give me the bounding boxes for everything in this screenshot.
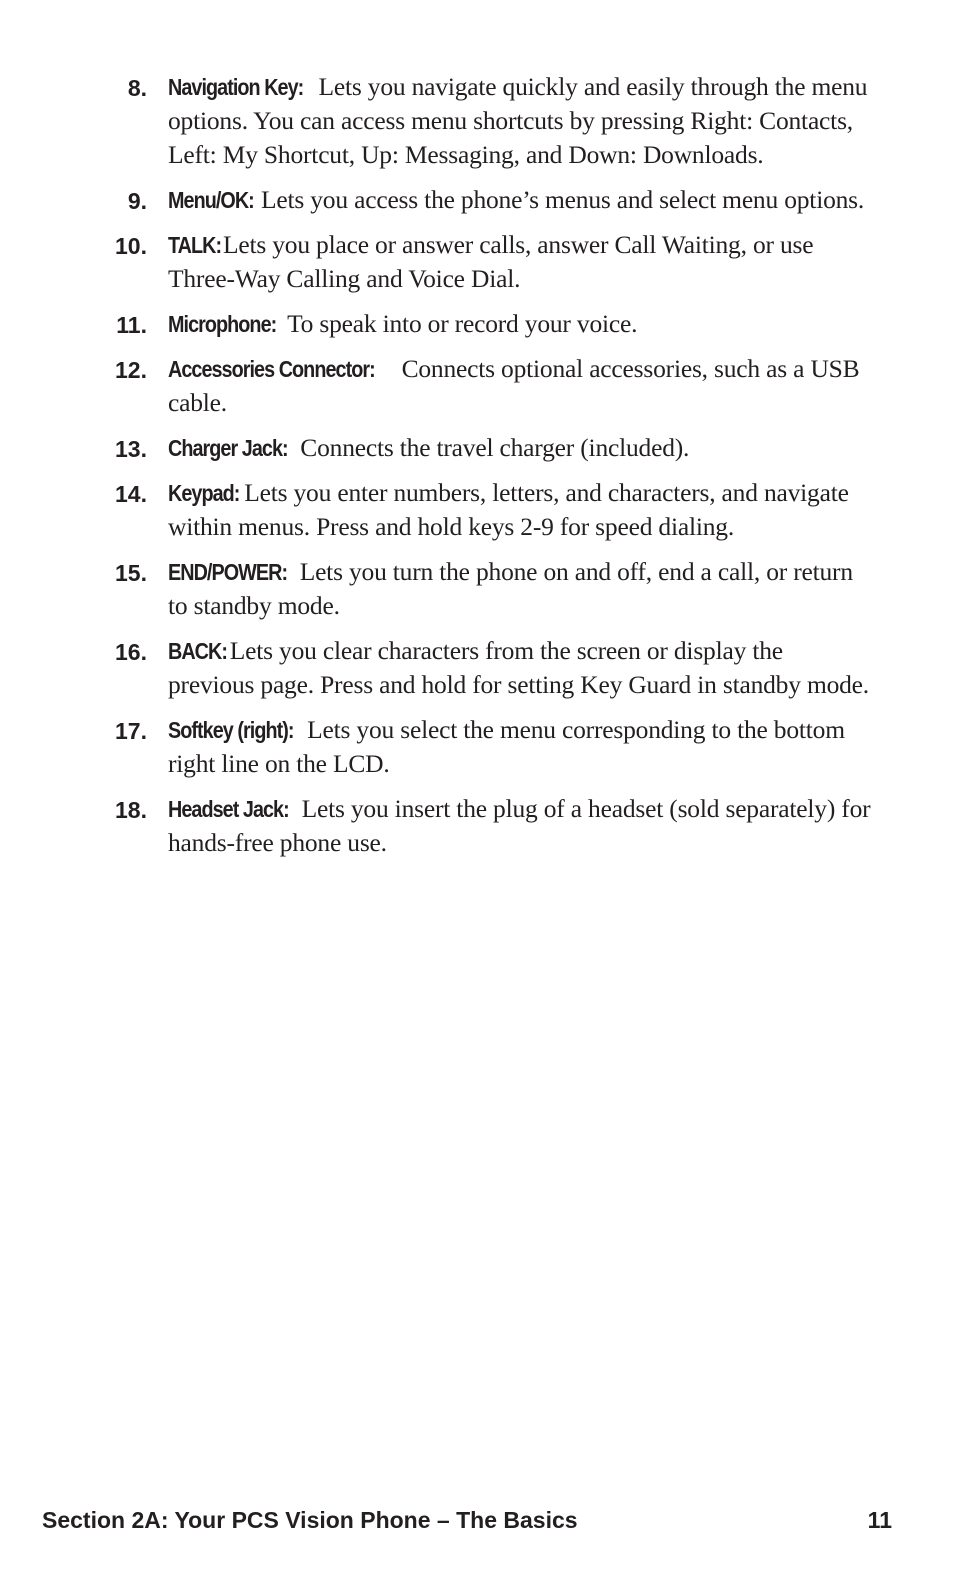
item-term: Keypad: (168, 480, 240, 506)
item-number: 15. (115, 560, 147, 586)
item-term: Navigation Key: (168, 74, 304, 100)
item-number: 13. (115, 436, 147, 462)
footer-section-title: Section 2A: Your PCS Vision Phone – The Basics (42, 1507, 578, 1533)
list-item (0, 634, 954, 702)
page-footer (42, 1500, 892, 1540)
item-number: 17. (115, 718, 147, 744)
list-item (0, 431, 954, 465)
item-term: Accessories Connector: (168, 356, 375, 382)
item-description: Lets you select the menu corresponding to the bottom right line on the LCD. (168, 715, 845, 778)
item-description: Lets you insert the plug of a headset (sold separately) for hands-free phone use. (168, 794, 871, 857)
item-term: END/POWER: (168, 559, 288, 585)
item-term: Menu/OK: (168, 187, 254, 213)
item-number: 10. (115, 233, 147, 259)
key-description-list (0, 70, 954, 871)
item-term: Softkey (right): (168, 717, 294, 743)
item-description: Lets you navigate quickly and easily through the menu options. You can access menu shortcuts by pressing Right: Contacts, Left: My Shortcut, Up: Messaging, and Down: Downloads. (168, 72, 868, 169)
item-number: 9. (127, 188, 147, 214)
item-description: Lets you turn the phone on and off, end a call, or return to standby mode. (168, 557, 853, 620)
item-description: Lets you clear characters from the screen or display the previous page. Press and hold for setting Key Guard in standby mode. (168, 636, 869, 699)
page-number: 11 (867, 1507, 892, 1533)
item-term: Microphone: (168, 311, 277, 337)
item-term: Charger Jack: (168, 435, 288, 461)
item-number: 11. (116, 312, 147, 338)
item-term: TALK: (168, 232, 222, 258)
list-item (0, 555, 954, 623)
list-item (0, 352, 954, 420)
item-description: Lets you enter numbers, letters, and characters, and navigate within menus. Press and hold keys 2-9 for speed dialing. (168, 478, 849, 541)
item-description: To speak into or record your voice. (287, 309, 638, 338)
list-item (0, 70, 954, 172)
item-description: Connects optional accessories, such as a USB cable. (168, 354, 860, 417)
item-number: 16. (115, 639, 147, 665)
item-number: 14. (115, 481, 147, 507)
list-item (0, 228, 954, 296)
item-term: Headset Jack: (168, 796, 289, 822)
item-description: Connects the travel charger (included). (300, 433, 690, 462)
item-number: 12. (115, 357, 147, 383)
list-item (0, 792, 954, 860)
item-number: 8. (127, 75, 147, 101)
list-item (0, 476, 954, 544)
item-description: Lets you access the phone’s menus and select menu options. (260, 185, 865, 214)
item-number: 18. (115, 797, 147, 823)
list-item (0, 183, 954, 217)
list-item (0, 713, 954, 781)
item-description: Lets you place or answer calls, answer Call Waiting, or use Three-Way Calling and Voice Dial. (168, 230, 814, 293)
list-item (0, 307, 954, 341)
item-term: BACK: (168, 638, 228, 664)
